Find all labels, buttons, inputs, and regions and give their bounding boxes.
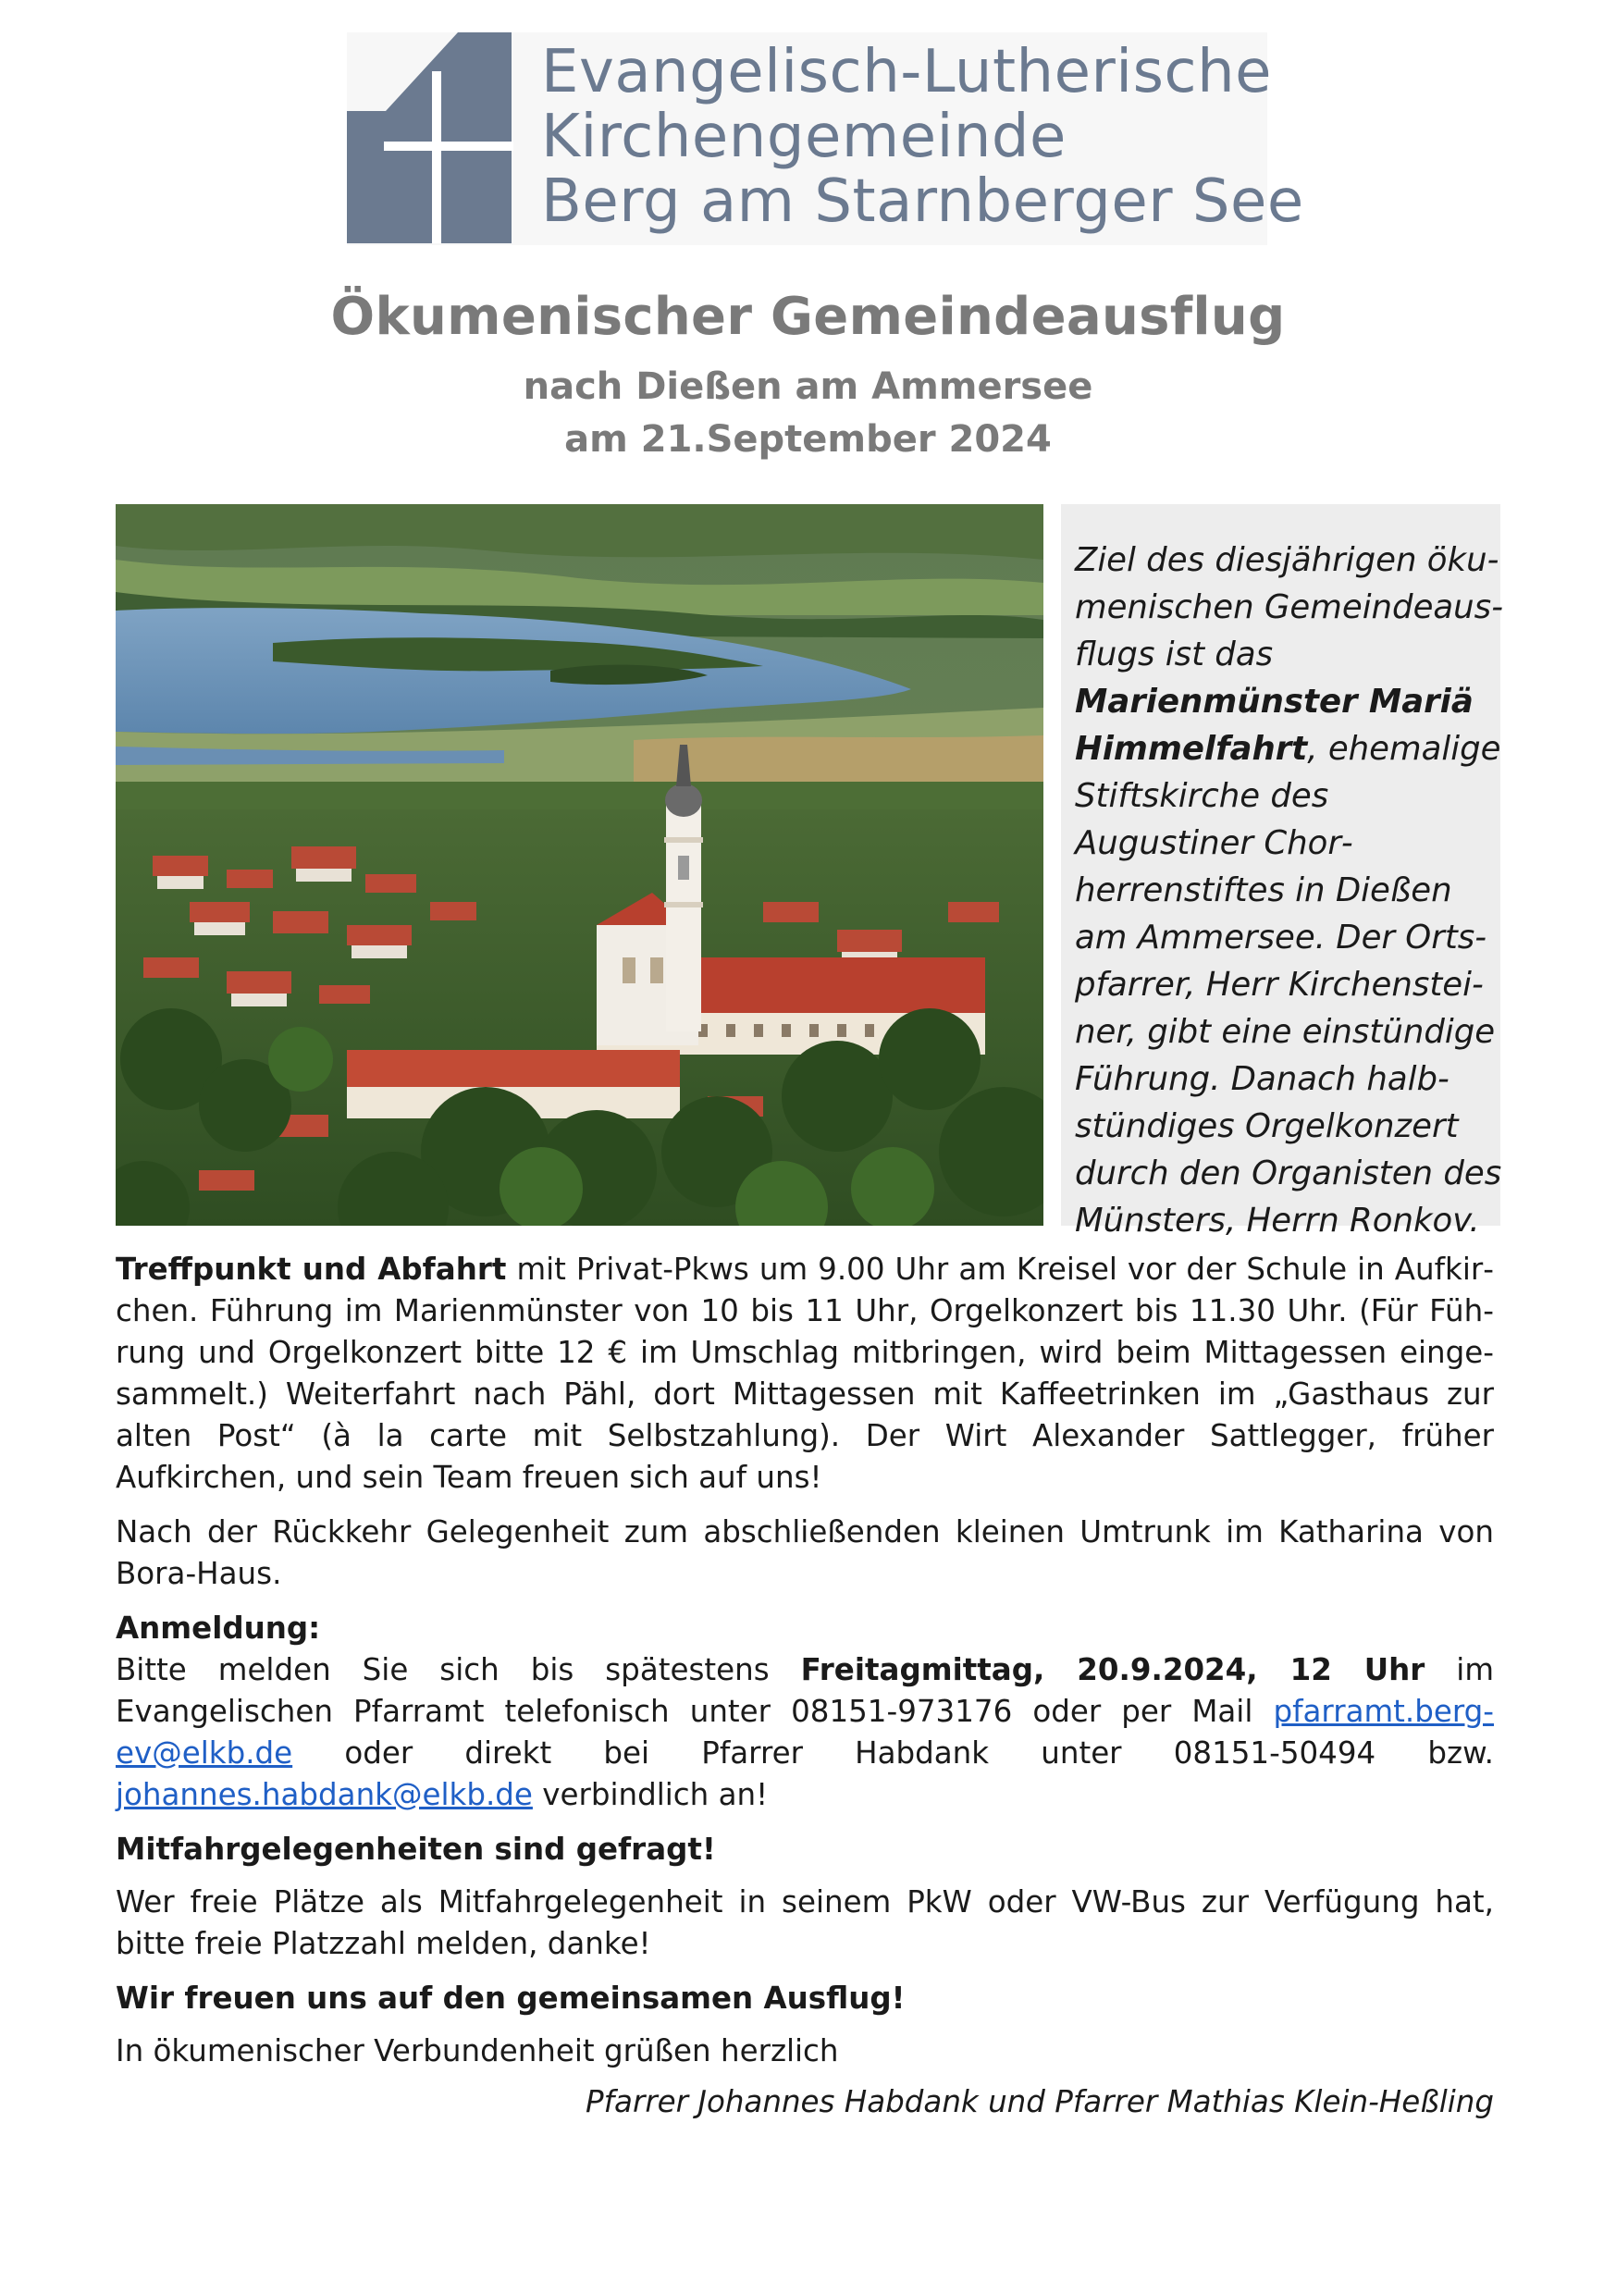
diessen-aerial-photo xyxy=(116,504,1043,1226)
logo-line-3: Berg am Starnberger See xyxy=(541,167,1304,236)
cross-logo-icon xyxy=(347,32,513,245)
parish-logo xyxy=(347,32,1304,245)
meeting-text: mit Privat-Pkws um 9.00 Uhr am Kreisel vor der Schule in Aufkirchen. Führung im Marienmünster von 10 bis 11 Uhr, Orgelkonzert bis 11.30 Uhr. (Für Führung und Orgelkonzert bitte 12 € im Umschlag mitbringen, wird beim Mittagessen eingesammelt.) Weiterfahrt nach Pähl, dort Mittagessen mit Kaffeetrinken im „Gasthaus zur alten Post“ (à la carte mit Selbstzahlung). Der Wirt Alexander Sattlegger, früher Aufkirchen, und sein Team freuen sich auf uns! xyxy=(116,1252,1494,1495)
registration-heading: Anmeldung: xyxy=(116,1611,321,1646)
closing-greeting: In ökumenischer Verbundenheit grüßen herzlich xyxy=(116,2033,839,2068)
closing-heading: Wir freuen uns auf den gemeinsamen Ausflug! xyxy=(116,1981,906,2016)
carpool-heading: Mitfahrgelegenheiten sind gefragt! xyxy=(116,1832,716,1867)
registration-text-2: im Evangelischen Pfarramt telefonisch unter 08151-973176 oder per Mail xyxy=(116,1652,1494,1729)
carpool-paragraph: Wer freie Plätze als Mitfahrgelegenheit in seinem PkW oder VW-Bus zur Verfügung hat, bitte freie Platzzahl melden, danke! xyxy=(116,1884,1494,1961)
registration-text-1: Bitte melden Sie sich bis spätestens xyxy=(116,1652,801,1687)
intro-text xyxy=(1075,537,1505,1244)
registration-text-3: oder direkt bei Pfarrer Habdank unter 08151-50494 bzw. xyxy=(292,1735,1494,1771)
return-paragraph: Nach der Rückkehr Gelegenheit zum abschließenden kleinen Umtrunk im Katharina von Bora-Haus. xyxy=(116,1514,1494,1591)
intro-text-start: Ziel des diesjährigen ökumenischen Gemeindeausflugs ist das xyxy=(1075,541,1503,673)
registration-deadline: Freitagmittag, 20.9.2024, 12 Uhr xyxy=(800,1652,1425,1687)
registration-paragraph xyxy=(116,1649,1494,1816)
parish-name xyxy=(541,38,1304,236)
body-text xyxy=(116,1249,1494,2136)
logo-line-2: Kirchengemeinde xyxy=(541,103,1067,171)
meeting-paragraph xyxy=(116,1249,1494,1499)
intro-church-name: Marienmünster Mariä Himmelfahrt xyxy=(1075,683,1474,768)
intro-text-end: , ehemalige Stiftskirche des Augustiner Chorherrenstiftes in Dießen am Ammersee. Der Ortspfarrer, Herr Kirchensteiner, gibt eine einstündige Führung. Danach halbstündiges Orgelkonzert durch den Organisten des Münsters, Herrn Ronkov. xyxy=(1075,730,1502,1240)
page-title: Ökumenischer Gemeindeausflug xyxy=(330,287,1286,347)
signature: Pfarrer Johannes Habdank und Pfarrer Mathias Klein-Heßling xyxy=(586,2084,1494,2119)
registration-text-4: verbindlich an! xyxy=(532,1777,769,1812)
email-link-pfarramt[interactable]: pfarramt.berg-ev@elkb.de xyxy=(116,1694,1494,1771)
intro-box xyxy=(1061,504,1503,1240)
logo-line-1: Evangelisch-Lutherische xyxy=(541,38,1273,106)
event-date: am 21.September 2024 xyxy=(564,418,1052,461)
meeting-heading: Treffpunkt und Abfahrt xyxy=(116,1252,507,1287)
page-subtitle: nach Dießen am Ammersee xyxy=(523,365,1093,408)
email-link-habdank[interactable]: johannes.habdank@elkb.de xyxy=(116,1777,533,1812)
